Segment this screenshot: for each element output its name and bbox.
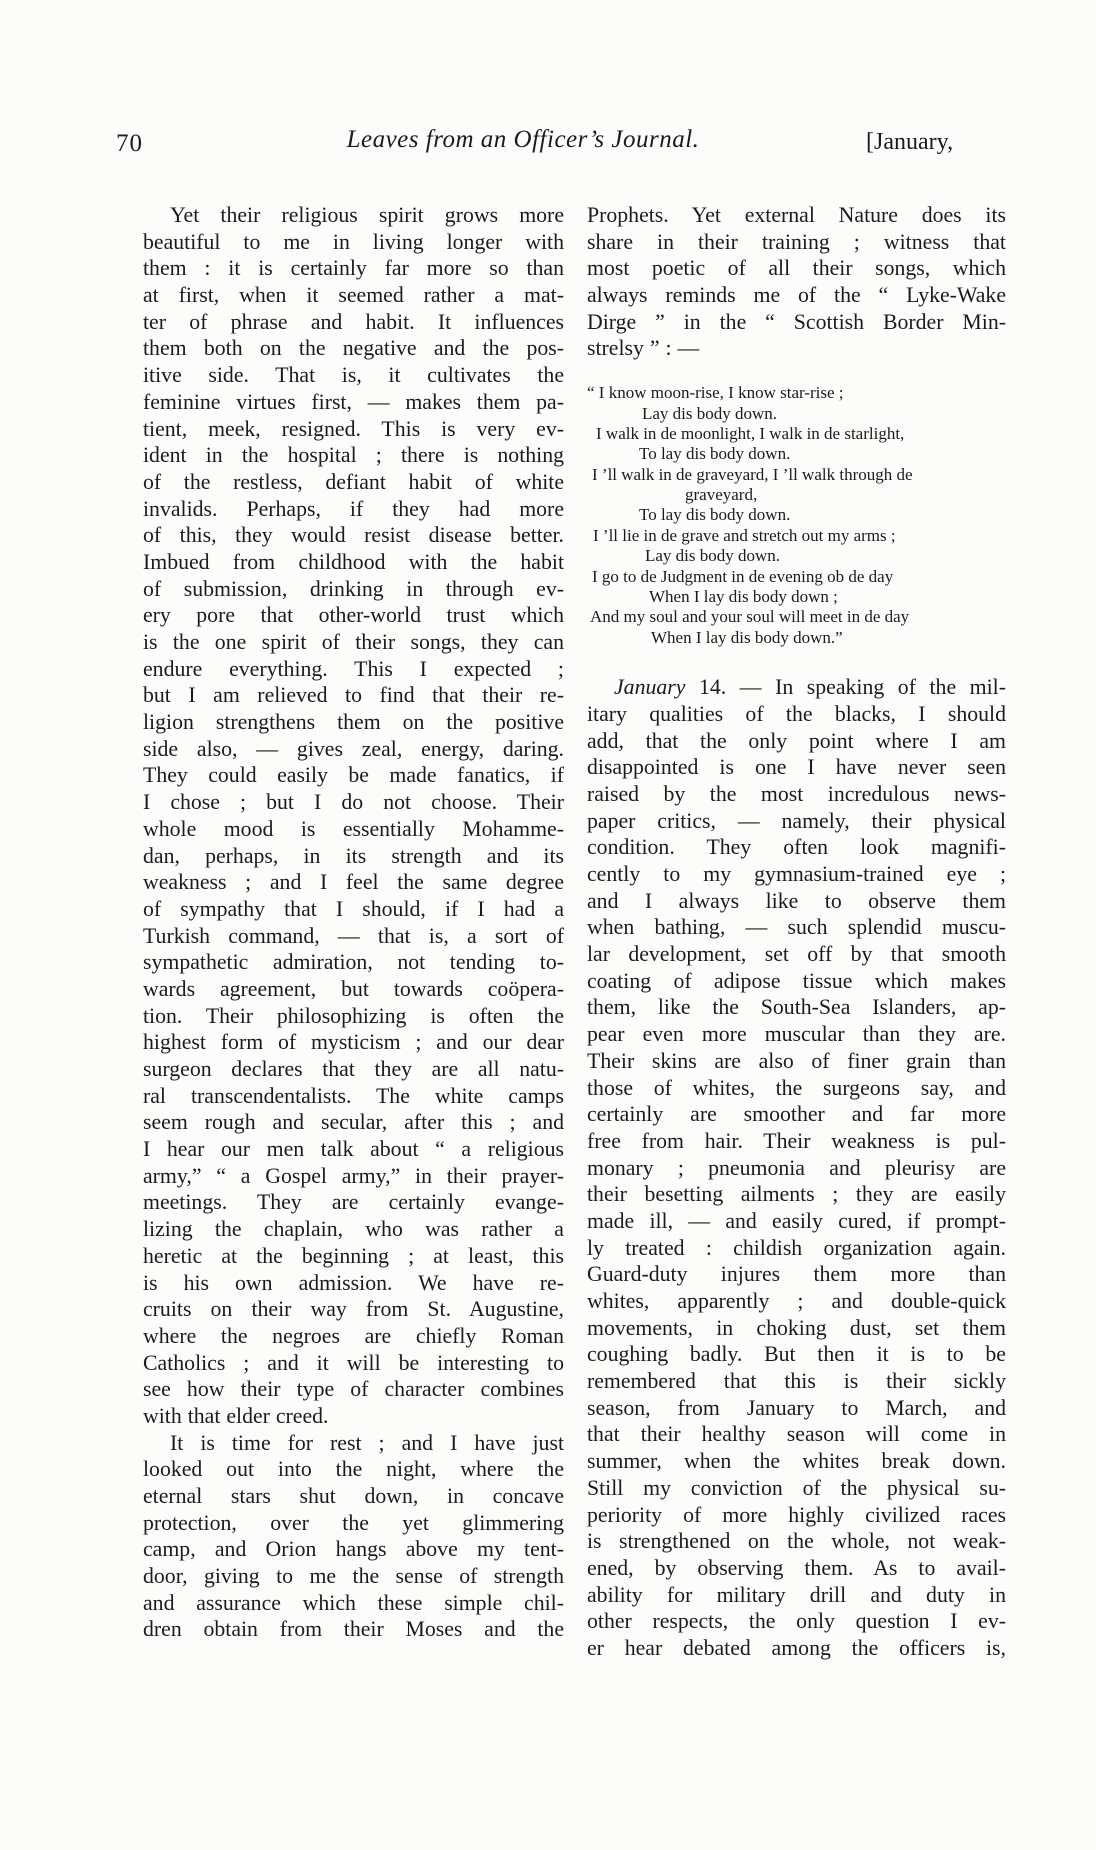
text-line: January 14. — In speaking of the mil- [614,675,1006,700]
text-line: and assurance which these simple chil- [143,1590,564,1615]
running-title: Leaves from an Officer’s Journal. [346,126,700,153]
text-line: itary qualities of the blacks, I should [587,701,1006,726]
text-line: meetings. They are certainly evange- [143,1190,564,1215]
text-line: ability for military drill and duty in [587,1582,1006,1607]
text-line: They could easily be made fanatics, if [143,763,564,788]
text-line: free from hair. Their weakness is pul- [587,1128,1006,1153]
text-line: Still my conviction of the physical su- [587,1475,1006,1500]
text-line: I chose ; but I do not choose. Their [143,790,564,815]
text-line: beautiful to me in living longer with [143,229,564,254]
text-line: them both on the negative and the pos- [143,336,564,361]
text-line: Dirge ” in the “ Scottish Border Min- [587,309,1006,334]
text-line: ident in the hospital ; there is nothing [143,443,564,468]
text-line: their besetting ailments ; they are easily [587,1182,1006,1207]
text-line: movements, in choking dust, set them [587,1315,1006,1340]
text-line: periority of more highly civilized races [587,1502,1006,1527]
poem-line: I ’ll walk in de graveyard, I ’ll walk through de [592,464,913,484]
page-number: 70 [116,130,143,157]
text-line: Their skins are also of finer grain than [587,1048,1006,1073]
text-line: made ill, — and easily cured, if prompt- [587,1208,1006,1233]
text-line: but I am relieved to find that their re- [143,683,564,708]
text-line: cently to my gymnasium-trained eye ; [587,862,1006,887]
text-line: seem rough and secular, after this ; and [143,1110,564,1135]
text-line: those of whites, the surgeons say, and [587,1075,1006,1100]
text-line: ened, by observing them. As to avail- [587,1555,1006,1580]
text-line: side also, — gives zeal, energy, daring. [143,736,564,761]
text-line: coughing badly. But then it is to be [587,1342,1006,1367]
text-line: that their healthy season will come in [587,1422,1006,1447]
text-line: invalids. Perhaps, if they had more [143,496,564,521]
text-line: camp, and Orion hangs above my tent- [143,1537,564,1562]
text-line: is his own admission. We have re- [143,1270,564,1295]
text-line: summer, when the whites break down. [587,1449,1006,1474]
text-line: is strengthened on the whole, not weak- [587,1529,1006,1554]
text-line: ery pore that other-world trust which [143,603,564,628]
text-line: weakness ; and I feel the same degree [143,870,564,895]
text-line: other respects, the only question I ev- [587,1609,1006,1634]
text-line: at first, when it seemed rather a mat- [143,283,564,308]
text-line: protection, over the yet glimmering [143,1510,564,1535]
text-line: and I always like to observe them [587,888,1006,913]
text-line: them : it is certainly far more so than [143,256,564,281]
text-line: highest form of mysticism ; and our dear [143,1030,564,1055]
text-line: most poetic of all their songs, which [587,256,1006,281]
text-line: ly treated : childish organization again. [587,1235,1006,1260]
text-line: It is time for rest ; and I have just [170,1430,564,1455]
text-line: of this, they would resist disease better. [143,523,564,548]
text-line: certainly are smoother and far more [587,1102,1006,1127]
text-line: Guard-duty injures them more than [587,1262,1006,1287]
text-line: is the one spirit of their songs, they can [143,630,564,654]
text-line: sympathetic admiration, not tending to- [143,950,564,975]
poem-line: To lay dis body down. [639,505,791,525]
text-line: Yet their religious spirit grows more [170,203,564,227]
text-line: dren obtain from their Moses and the [143,1617,564,1642]
text-line: add, that the only point where I am [587,728,1006,753]
text-line: lizing the chaplain, who was rather a [143,1217,564,1242]
text-line: monary ; pneumonia and pleurisy are [587,1155,1006,1180]
poem-line: graveyard, [685,485,758,505]
text-line: dan, perhaps, in its strength and its [143,843,564,868]
text-line: see how their type of character combines [143,1377,564,1402]
text-line: whites, apparently ; and double-quick [587,1289,1006,1314]
text-line: looked out into the night, where the [143,1457,564,1482]
text-line: of sympathy that I should, if I had a [143,896,564,921]
text-line: itive side. That is, it cultivates the [143,363,564,388]
poem-line: When I lay dis body down ; [649,587,838,607]
text-line: army,” “ a Gospel army,” in their prayer- [143,1163,564,1188]
text-line: ter of phrase and habit. It influences [143,309,564,334]
text-line: raised by the most incredulous news- [587,781,1006,806]
text-line: Prophets. Yet external Nature does its [587,203,1006,227]
text-line: lar development, set off by that smooth [587,942,1006,967]
text-line: of the restless, defiant habit of white [143,469,564,494]
text-line: wards agreement, but towards coöpera- [143,976,564,1001]
issue-label: [January, [866,129,954,155]
text-line: cruits on their way from St. Augustine, [143,1297,564,1322]
text-line: door, giving to me the sense of strength [143,1564,564,1589]
text-line: strelsy ” : — [587,336,700,361]
text-line: surgeon declares that they are all natu- [143,1057,564,1081]
poem-line: And my soul and your soul will meet in de day [590,607,910,627]
text-line: endure everything. This I expected ; [143,656,564,681]
poem-block [587,383,1006,648]
text-line: ral transcendentalists. The white camps [143,1083,564,1108]
poem-line: I go to de Judgment in de evening ob de day [592,566,894,586]
poem-line: I walk in de moonlight, I walk in de starlight, [596,423,905,443]
text-line: I hear our men talk about “ a religious [143,1137,564,1162]
poem-line: To lay dis body down. [639,444,791,464]
text-line: remembered that this is their sickly [587,1369,1006,1394]
poem-line: I ’ll lie in de grave and stretch out my arms ; [593,525,896,545]
text-line: tient, meek, resigned. This is very ev- [143,416,564,441]
text-line: tion. Their philosophizing is often the [143,1003,564,1028]
text-line: share in their training ; witness that [587,229,1006,254]
text-line: of submission, drinking in through ev- [143,576,564,601]
text-line: season, from January to March, and [587,1395,1006,1420]
poem-line: Lay dis body down. [645,546,781,566]
intro-paragraph [587,202,1006,362]
text-line: where the negroes are chiefly Roman [143,1323,564,1348]
text-line: when bathing, — such splendid muscu- [587,915,1006,940]
text-line: them, like the South-Sea Islanders, ap- [587,995,1006,1020]
page-header [0,126,1096,166]
text-line: heretic at the beginning ; at least, this [143,1243,564,1268]
right-column [587,202,1006,1662]
text-line: Catholics ; and it will be interesting to [143,1350,564,1375]
text-line: paper critics, — namely, their physical [587,808,1006,833]
poem-line: Lay dis body down. [642,403,778,423]
text-line: pear even more muscular than they are. [587,1022,1006,1047]
text-line: with that elder creed. [143,1403,329,1428]
text-line: always reminds me of the “ Lyke-Wake [587,283,1006,308]
poem-line: “ I know moon-rise, I know star-rise ; [587,383,844,403]
text-line: whole mood is essentially Mohamme- [143,816,564,841]
left-column [143,202,564,1643]
text-line: er hear debated among the officers is, [587,1635,1006,1660]
text-line: Imbued from childhood with the habit [143,549,564,574]
text-line: condition. They often look magnifi- [587,835,1006,860]
journal-entry [587,674,1006,1661]
text-line: disappointed is one I have never seen [587,755,1006,780]
text-line: coating of adipose tissue which makes [587,968,1006,993]
text-line: ligion strengthens them on the positive [143,710,564,735]
text-line: feminine virtues first, — makes them pa- [143,389,564,414]
text-line: eternal stars shut down, in concave [143,1484,564,1508]
text-line: Turkish command, — that is, a sort of [143,923,564,948]
poem-line: When I lay dis body down.” [651,627,843,647]
